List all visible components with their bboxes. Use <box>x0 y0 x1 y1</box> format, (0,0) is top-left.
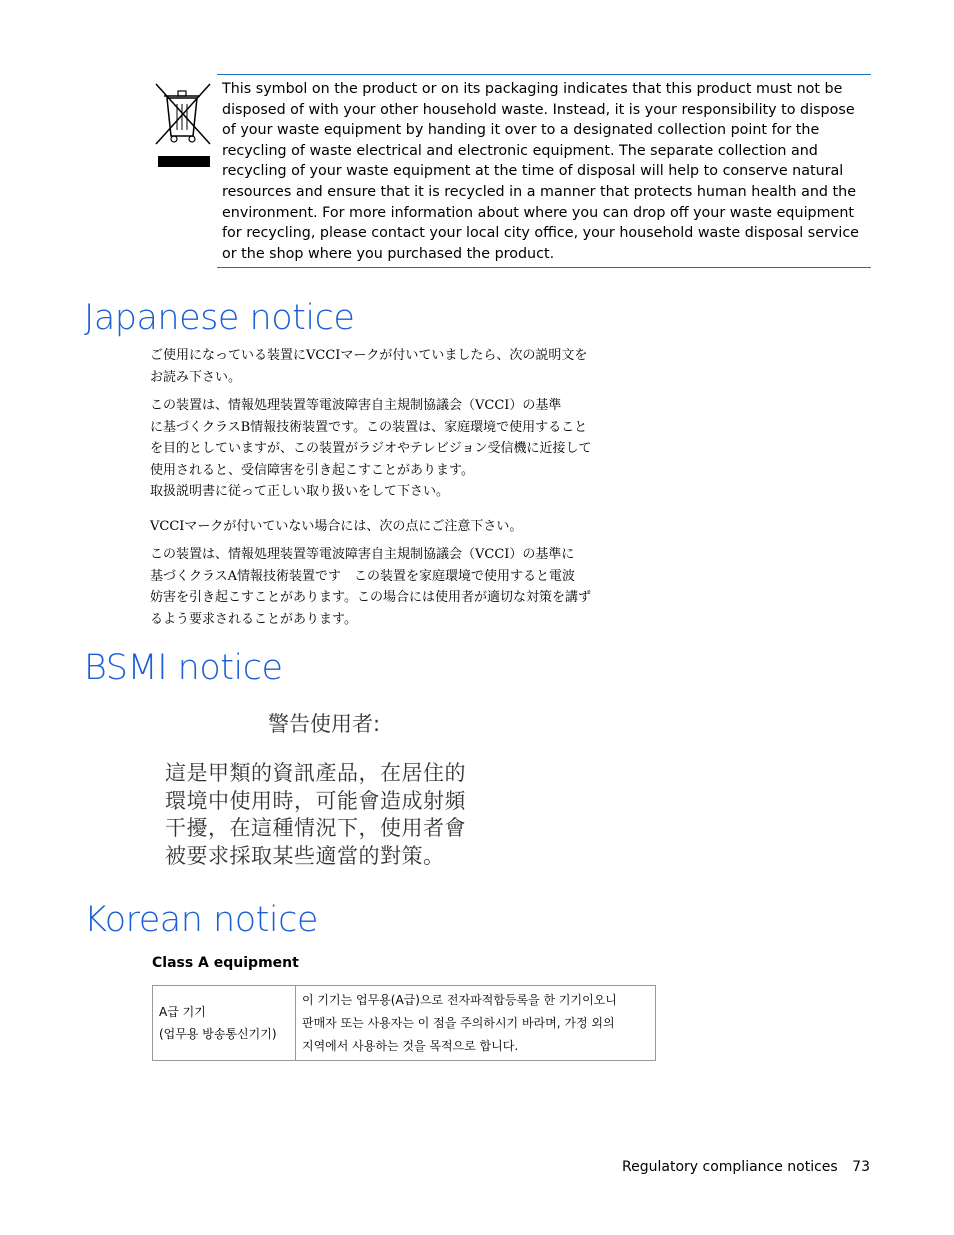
bsmi-title: 警告使用者: <box>268 712 381 736</box>
weee-notice <box>150 74 872 268</box>
korean-class-line: A급 기기 <box>159 1005 206 1019</box>
bsmi-notice-heading: BSMI notice <box>84 648 283 688</box>
japanese-notice-heading: Japanese notice <box>84 298 355 338</box>
table-row <box>153 986 656 1061</box>
japanese-line: ご使用になっている装置にVCCIマークが付いていましたら、次の説明文を <box>150 348 588 363</box>
japanese-line: 妨害を引き起こすことがあります。この場合には使用者が適切な対策を講ず <box>150 590 591 605</box>
japanese-notice-body-d <box>150 544 591 630</box>
japanese-line: VCCIマークが付いていない場合には、次の点にご注意下さい。 <box>150 519 523 534</box>
japanese-line: この装置は、情報処理装置等電波障害自主規制協議会（VCCI）の基準に <box>150 547 575 562</box>
korean-text-cell <box>296 986 656 1061</box>
footer-section-title: Regulatory compliance notices <box>622 1159 838 1175</box>
top-rule <box>217 74 871 75</box>
korean-class-cell <box>153 986 296 1061</box>
bsmi-body <box>165 760 485 870</box>
korean-notice-table <box>152 985 656 1061</box>
japanese-notice-body-b <box>150 395 591 503</box>
korean-notice-heading: Korean notice <box>84 900 318 940</box>
japanese-notice-body-a <box>150 345 587 388</box>
japanese-line: を目的としていますが、この装置がラジオやテレビジョン受信機に近接して <box>150 441 592 456</box>
bsmi-line: 環境中使用時，可能會造成射頻 <box>165 788 466 813</box>
japanese-notice-body-c <box>150 516 522 538</box>
japanese-line: お読み下さい。 <box>150 369 242 385</box>
japanese-line: 取扱説明書に従って正しい取り扱いをして下さい。 <box>150 484 450 499</box>
bsmi-line: 被要求採取某些適當的對策。 <box>165 843 445 868</box>
japanese-line: 使用されると、受信障害を引き起こすことがあります。 <box>150 462 474 478</box>
bottom-rule <box>217 267 871 268</box>
korean-subheading: Class A equipment <box>152 955 299 971</box>
korean-text-line: 판매자 또는 사용자는 이 점을 주의하시기 바라며, 가정 외의 <box>302 1015 615 1030</box>
japanese-line: 基づくクラスA情報技術装置です この装置を家庭環境で使用すると電波 <box>150 568 575 584</box>
page-number: 73 <box>852 1159 870 1175</box>
japanese-line: るよう要求されることがあります。 <box>150 611 357 627</box>
bsmi-notice-image <box>155 702 491 872</box>
japanese-line: この装置は、情報処理装置等電波障害自主規制協議会（VCCI）の基準 <box>150 398 562 413</box>
japanese-line: に基づくクラスB情報技術装置です。この装置は、家庭環境で使用すること <box>150 419 588 435</box>
crossed-out-wheelie-bin-icon <box>152 78 212 168</box>
korean-text-line: 지역에서 사용하는 것을 목적으로 합니다. <box>302 1038 519 1053</box>
weee-text: This symbol on the product or on its packaging indicates that this product must not be disposed of with your other household waste. Instead, it is your responsibility to dispose of your waste equipment by handing it over to a designated collection point for the recycling of waste electrical and electronic equipment. The separate collection and recycling of your waste equipment at the time of disposal will help to conserve natural resources and ensure that it is recycled in a manner that protects human health and the environment. For more information about where you can drop off your waste equipment for recycling, please contact your local city office, your household waste disposal service or the shop where you purchased the product. <box>222 81 859 262</box>
korean-class-line: (업무용 방송통신기기) <box>159 1027 277 1041</box>
page-footer <box>612 1159 870 1175</box>
korean-text-line: 이 기기는 업무용(A급)으로 전자파적합등록을 한 기기이오니 <box>302 992 617 1007</box>
bsmi-line: 這是甲類的資訊產品，在居住的 <box>165 761 466 785</box>
bsmi-line: 干擾，在這種情況下，使用者會 <box>165 816 466 840</box>
